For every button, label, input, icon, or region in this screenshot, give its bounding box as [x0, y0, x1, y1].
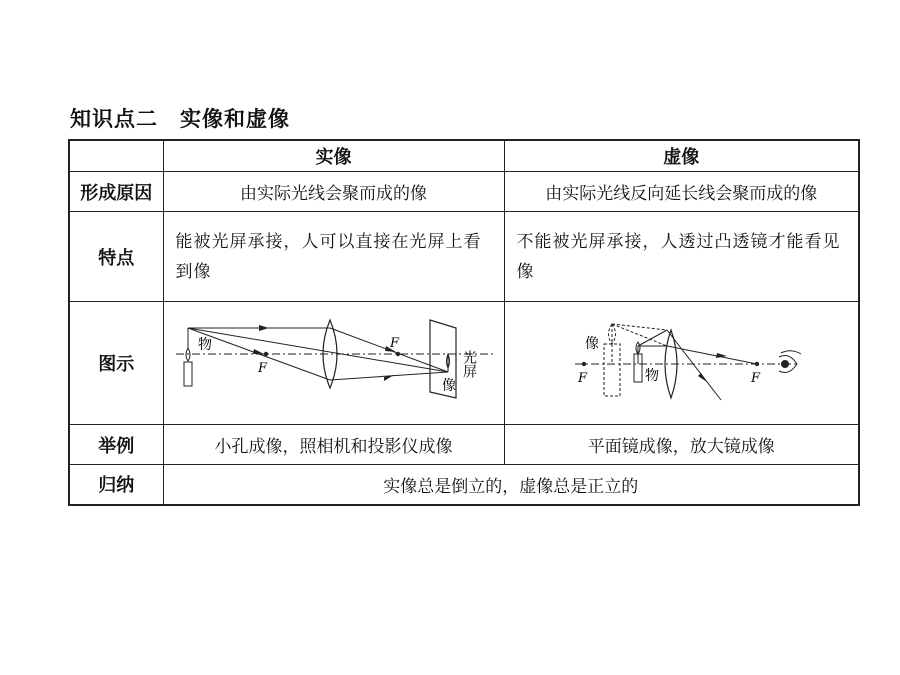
eye-icon: [779, 351, 801, 373]
cell-real: 小孔成像，照相机和投影仪成像: [163, 425, 504, 465]
focus-label: F: [750, 371, 760, 386]
table-row: [69, 172, 859, 212]
cell-virtual: 由实际光线反向延长线会聚而成的像: [504, 172, 859, 212]
row-label: 特点: [69, 212, 163, 302]
candle-icon: [184, 362, 192, 386]
cell-virtual-diagram: [504, 302, 859, 425]
screen-label: 光屏: [460, 350, 477, 378]
real-image-diagram: [164, 302, 505, 420]
focus-point: [581, 362, 585, 366]
row-label: 归纳: [69, 465, 163, 505]
header-virtual-image: 虚像: [504, 140, 859, 172]
table-row: [69, 212, 859, 302]
row-label: 举例: [69, 425, 163, 465]
cell-summary: 实像总是倒立的，虚像总是正立的: [163, 465, 859, 505]
cell-real: 由实际光线会聚而成的像: [163, 172, 504, 212]
table-row: [69, 425, 859, 465]
table-row: [69, 465, 859, 505]
section-title: 知识点二 实像和虚像: [70, 107, 290, 131]
virtual-image-diagram: [505, 302, 860, 420]
object-label: 物: [197, 337, 212, 353]
object-label: 物: [644, 368, 659, 384]
focus-label: F: [389, 336, 399, 351]
image-label: 像: [584, 336, 599, 352]
row-label: 图示: [69, 302, 163, 425]
cell-real: 能被光屏承接，人可以直接在光屏上看到像: [163, 212, 504, 302]
comparison-table: [68, 139, 860, 506]
header-real-image: 实像: [163, 140, 504, 172]
cell-virtual: 平面镜成像，放大镜成像: [504, 425, 859, 465]
row-label: 形成原因: [69, 172, 163, 212]
cell-real-diagram: [163, 302, 504, 425]
table-row: [69, 302, 859, 425]
focus-label: F: [577, 371, 587, 386]
focus-label: F: [257, 361, 267, 376]
header-row: [69, 140, 859, 172]
cell-virtual: 不能被光屏承接，人透过凸透镜才能看见像: [504, 212, 859, 302]
image-label: 像: [441, 378, 456, 394]
light-rays: [638, 330, 757, 400]
header-empty: [69, 140, 163, 172]
